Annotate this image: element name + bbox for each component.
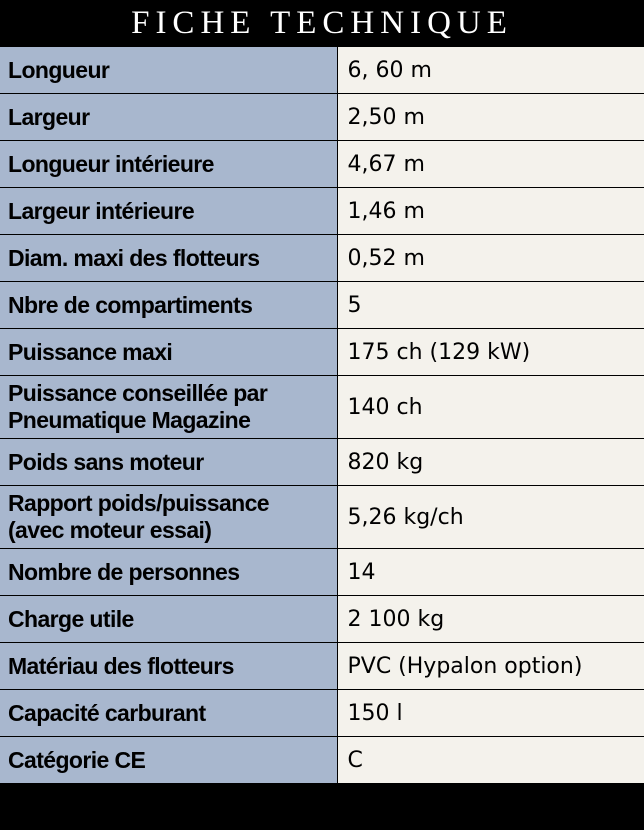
- table-row: [0, 486, 644, 549]
- spec-label: Diam. maxi des flotteurs: [0, 235, 337, 282]
- spec-label: Capacité carburant: [0, 690, 337, 737]
- spec-value: 5,26 kg/ch: [337, 486, 644, 549]
- spec-label: [0, 486, 337, 549]
- spec-value: 14: [337, 549, 644, 596]
- spec-label-line: Pneumatique Magazine: [8, 407, 251, 433]
- table-row: [0, 282, 644, 329]
- table-row: [0, 643, 644, 690]
- spec-label: Puissance maxi: [0, 329, 337, 376]
- spec-table: [0, 46, 644, 784]
- table-row: [0, 141, 644, 188]
- spec-label-line: (avec moteur essai): [8, 517, 212, 543]
- spec-value: 0,52 m: [337, 235, 644, 282]
- table-row: [0, 596, 644, 643]
- table-row: [0, 235, 644, 282]
- spec-label: Poids sans moteur: [0, 439, 337, 486]
- spec-value: 2 100 kg: [337, 596, 644, 643]
- spec-value: 150 l: [337, 690, 644, 737]
- spec-label: Longueur intérieure: [0, 141, 337, 188]
- spec-value: 6, 60 m: [337, 47, 644, 94]
- spec-value: 2,50 m: [337, 94, 644, 141]
- spec-label: Largeur intérieure: [0, 188, 337, 235]
- spec-label: Charge utile: [0, 596, 337, 643]
- table-row: [0, 549, 644, 596]
- table-row: [0, 376, 644, 439]
- spec-value: 175 ch (129 kW): [337, 329, 644, 376]
- spec-value: C: [337, 737, 644, 784]
- spec-value: 140 ch: [337, 376, 644, 439]
- spec-value: 1,46 m: [337, 188, 644, 235]
- table-row: [0, 47, 644, 94]
- table-row: [0, 94, 644, 141]
- table-row: [0, 439, 644, 486]
- spec-value: 4,67 m: [337, 141, 644, 188]
- spec-label: [0, 376, 337, 439]
- table-row: [0, 690, 644, 737]
- spec-value: 5: [337, 282, 644, 329]
- sheet-title: FICHE TECHNIQUE: [0, 0, 644, 46]
- spec-label-line: Puissance conseillée par: [8, 380, 268, 406]
- spec-label: Nombre de personnes: [0, 549, 337, 596]
- spec-label: Catégorie CE: [0, 737, 337, 784]
- spec-label: Largeur: [0, 94, 337, 141]
- spec-label: Longueur: [0, 47, 337, 94]
- table-row: [0, 329, 644, 376]
- spec-label-line: Rapport poids/puissance: [8, 490, 269, 516]
- spec-label: Matériau des flotteurs: [0, 643, 337, 690]
- spec-value: 820 kg: [337, 439, 644, 486]
- table-row: [0, 737, 644, 784]
- spec-value: PVC (Hypalon option): [337, 643, 644, 690]
- spec-label: Nbre de compartiments: [0, 282, 337, 329]
- table-row: [0, 188, 644, 235]
